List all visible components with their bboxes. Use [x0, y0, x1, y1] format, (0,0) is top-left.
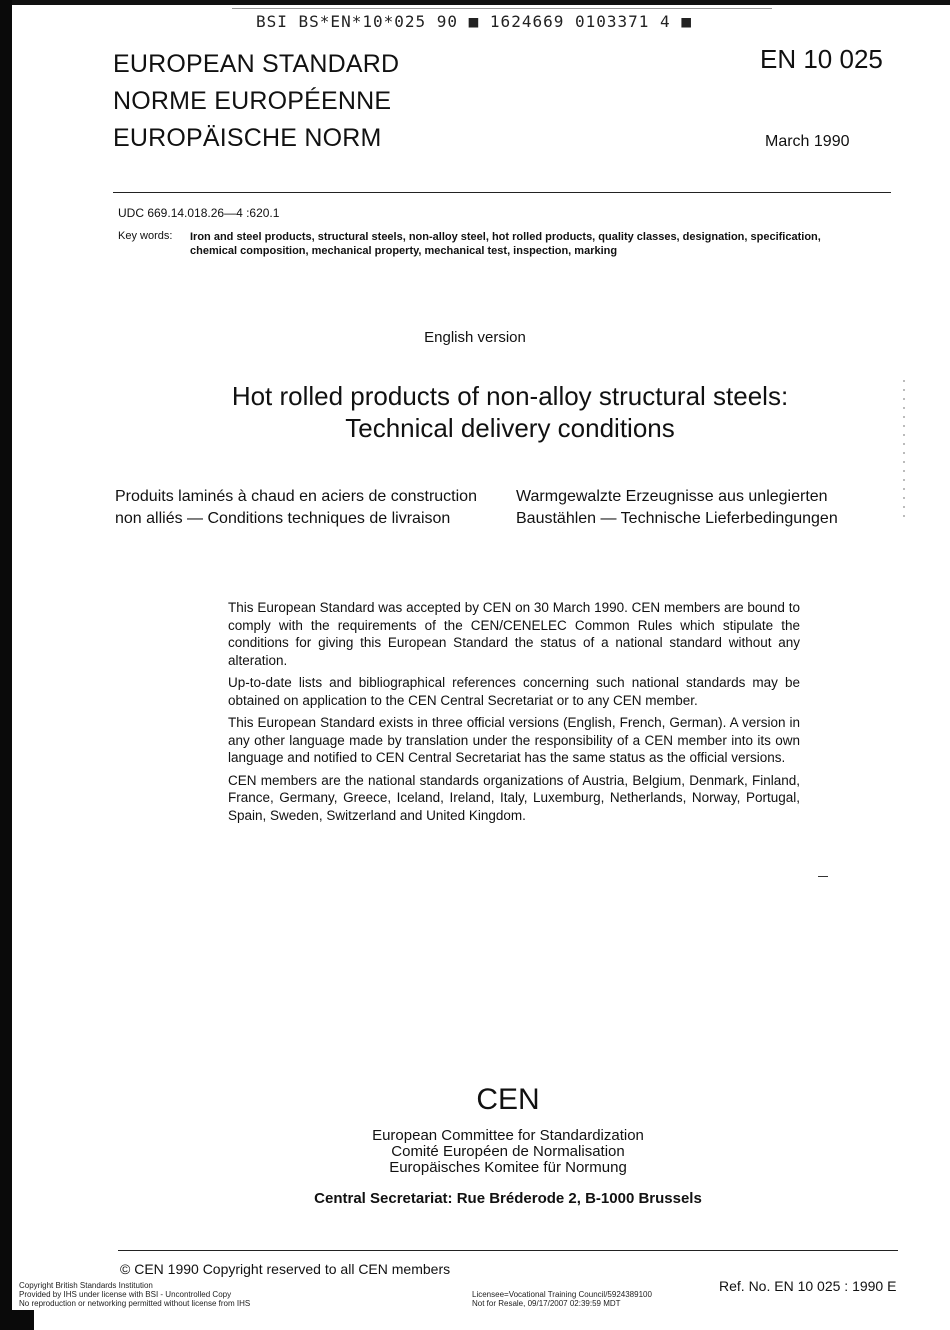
keywords-text: Iron and steel products, structural steels, non-alloy steel, hot rolled products, quality classes, designation, specification, chemical composition, mechanical property, mechanical test, inspection, marking: [190, 231, 821, 257]
title-german: EUROPÄISCHE NORM: [113, 124, 382, 152]
cen-name-english: European Committee for Standardization: [372, 1127, 644, 1144]
scan-header-code: BSI BS*EN*10*025 90 ■ 1624669 0103371 4 ■: [256, 12, 692, 31]
document-title-line-2: Technical delivery conditions: [345, 413, 675, 443]
reference-number: Ref. No. EN 10 025 : 1990 E: [719, 1278, 897, 1294]
scan-edge-top: [0, 0, 950, 5]
title-english: EUROPEAN STANDARD: [113, 50, 400, 78]
cen-name-french: Comité Européen de Normalisation: [391, 1143, 625, 1160]
french-title-line-2: non alliés — Conditions techniques de livraison: [115, 510, 451, 527]
license-line-2: Provided by IHS under license with BSI - Uncontrolled Copy: [19, 1290, 232, 1299]
paragraph-members: CEN members are the national standards organizations of Austria, Belgium, Denmark, Finland, France, Germany, Greece, Iceland, Ireland, Italy, Luxemburg, Netherlands, Norway, Portugal, Spain, Sweden, Switzerland and United Kingdom.: [228, 772, 800, 823]
german-title: [516, 486, 856, 530]
license-notice: [19, 1281, 250, 1308]
keywords-label: Key words:: [118, 230, 173, 242]
french-title: [115, 486, 505, 530]
german-title-line-2: Baustählen — Technische Lieferbedingungen: [516, 510, 838, 527]
header-rule: [232, 8, 772, 9]
paragraph-references: Up-to-date lists and bibliographical references concerning such national standards may be obtained on application to the CEN Central Secretariat or to any CEN member.: [228, 675, 800, 708]
copyright-notice: © CEN 1990 Copyright reserved to all CEN members: [120, 1261, 451, 1277]
license-line-3: No reproduction or networking permitted without license from IHS: [19, 1299, 251, 1308]
footer-divider: [118, 1250, 898, 1251]
french-title-line-1: Produits laminés à chaud en aciers de construction: [115, 488, 477, 505]
licensee-line-2: Not for Resale, 09/17/2007 02:39:59 MDT: [472, 1299, 621, 1308]
cen-name-german: Europäisches Komitee für Normung: [389, 1159, 627, 1176]
central-secretariat: Central Secretariat: Rue Bréderode 2, B-1000 Brussels: [314, 1190, 702, 1207]
licensee-notice: [472, 1290, 652, 1308]
german-title-line-1: Warmgewalzte Erzeugnisse aus unlegierten: [516, 488, 828, 505]
standard-number: EN 10 025: [760, 44, 883, 74]
title-french: NORME EUROPÉENNE: [113, 87, 392, 115]
cen-names: [0, 1128, 950, 1176]
paragraph-versions: This European Standard exists in three official versions (English, French, German). A version in any other language made by translation under the responsibility of a CEN member into its own language and notified to CEN Central Secretariat has the same status as the official versions.: [228, 715, 800, 765]
version-label: English version: [424, 329, 526, 346]
scan-margin-specks: [903, 380, 905, 520]
cen-acronym: CEN: [476, 1083, 540, 1116]
document-title: [0, 380, 950, 444]
licensee-line-1: Licensee=Vocational Training Council/5924389100: [472, 1290, 652, 1299]
license-line-1: Copyright British Standards Institution: [19, 1281, 153, 1290]
acceptance-statement: [228, 599, 800, 829]
paragraph-acceptance: This European Standard was accepted by CEN on 30 March 1990. CEN members are bound to comply with the requirements of the CEN/CENELEC Common Rules which stipulate the conditions for giving this European Standard the status of a national standard without any alteration.: [228, 600, 800, 668]
scan-tick-mark: [818, 876, 828, 877]
publication-date: March 1990: [765, 133, 850, 150]
scan-edge-notch: [0, 1310, 34, 1330]
document-title-line-1: Hot rolled products of non-alloy structural steels:: [231, 381, 789, 411]
header-divider: [113, 192, 891, 193]
udc-code: UDC 669.14.018.26—4 :620.1: [118, 206, 280, 220]
